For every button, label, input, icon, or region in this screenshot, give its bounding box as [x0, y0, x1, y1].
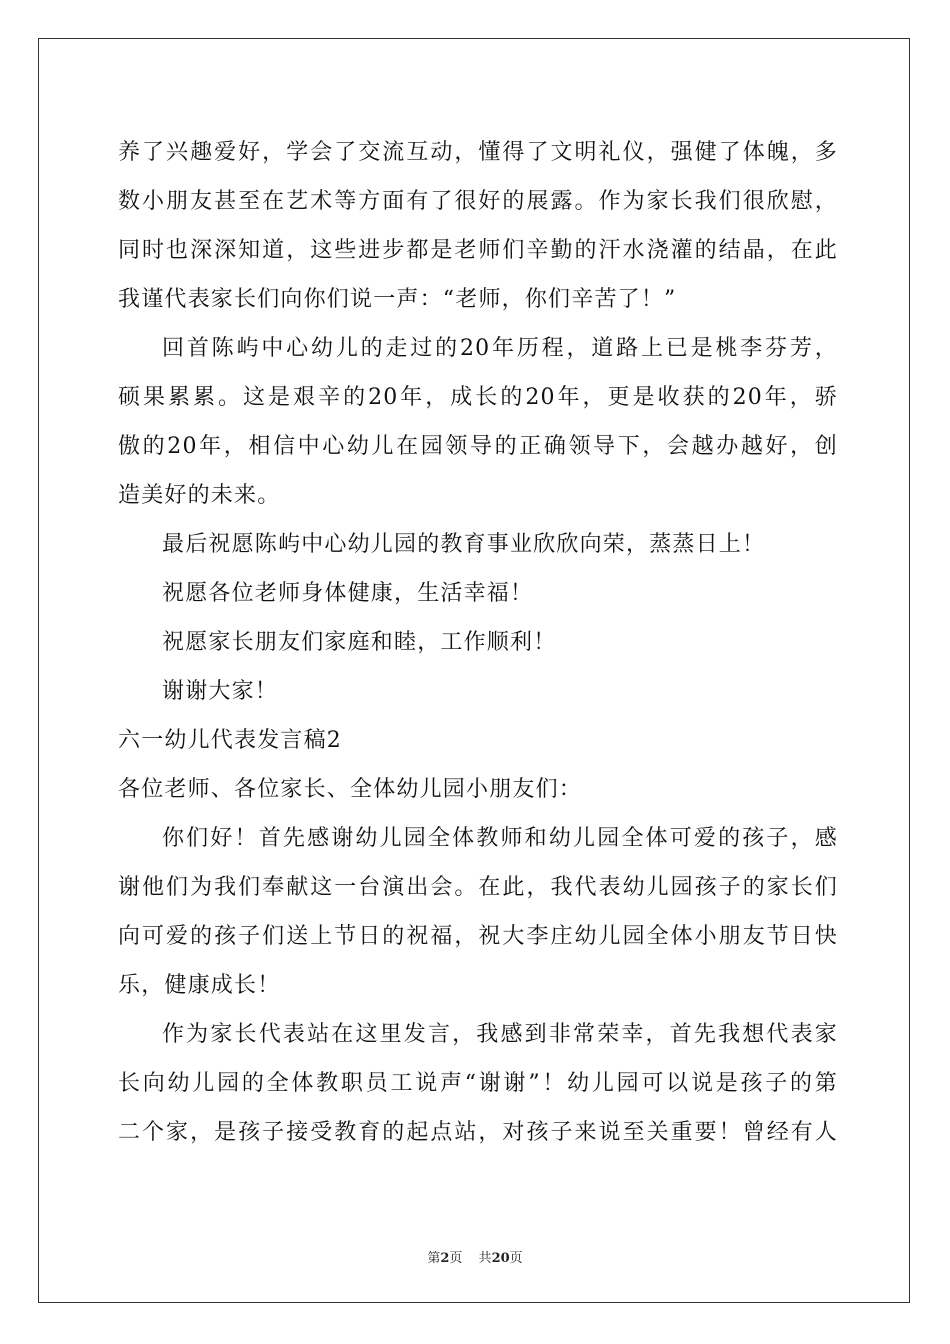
total-pages: 20 [491, 1251, 510, 1266]
total-pages-indicator [479, 1251, 523, 1266]
text-line: 养了兴趣爱好，学会了交流互动，懂得了文明礼仪，强健了体魄，多 [118, 140, 838, 165]
text-line: 你们好！首先感谢幼儿园全体教师和幼儿园全体可爱的孩子，感 [162, 826, 838, 851]
page-label-suffix: 页 [449, 1251, 463, 1266]
total-suffix: 页 [509, 1251, 523, 1266]
section-heading: 六一幼儿代表发言稿2 [118, 728, 342, 753]
page-number: 2 [440, 1251, 450, 1266]
salutation: 各位老师、各位家长、全体幼儿园小朋友们： [118, 777, 583, 802]
text-line: 祝愿家长朋友们家庭和睦，工作顺利！ [162, 630, 557, 655]
page-indicator [427, 1251, 462, 1266]
text-line: 傲的20年，相信中心幼儿在园领导的正确领导下，会越办越好，创 [118, 434, 838, 459]
page-label-prefix: 第 [427, 1251, 441, 1266]
page-footer [0, 1247, 950, 1266]
text-line: 祝愿各位老师身体健康，生活幸福！ [162, 581, 534, 606]
text-line: 同时也深深知道，这些进步都是老师们辛勤的汗水浇灌的结晶，在此 [118, 238, 838, 263]
text-line: 向可爱的孩子们送上节日的祝福，祝大李庄幼儿园全体小朋友节日快 [118, 924, 838, 949]
text-line: 长向幼儿园的全体教职员工说声“谢谢”！幼儿园可以说是孩子的第 [118, 1071, 838, 1096]
text-line: 乐，健康成长！ [118, 973, 281, 998]
text-line: 作为家长代表站在这里发言，我感到非常荣幸，首先我想代表家 [162, 1022, 838, 1047]
text-line: 回首陈屿中心幼儿的走过的20年历程，道路上已是桃李芬芳， [162, 336, 838, 361]
total-prefix: 共 [478, 1251, 492, 1266]
text-line: 二个家，是孩子接受教育的起点站，对孩子来说至关重要！曾经有人 [118, 1120, 838, 1145]
text-line: 数小朋友甚至在艺术等方面有了很好的展露。作为家长我们很欣慰， [118, 189, 838, 214]
document-body [118, 128, 838, 1157]
text-line: 造美好的未来。 [118, 483, 281, 508]
text-line: 谢他们为我们奉献这一台演出会。在此，我代表幼儿园孩子的家长们 [118, 875, 838, 900]
text-line: 最后祝愿陈屿中心幼儿园的教育事业欣欣向荣，蒸蒸日上！ [162, 532, 766, 557]
text-line: 我谨代表家长们向你们说一声：“老师，你们辛苦了！” [118, 287, 677, 312]
text-line: 谢谢大家！ [162, 679, 279, 704]
text-line: 硕果累累。这是艰辛的20年，成长的20年，更是收获的20年，骄 [118, 385, 838, 410]
